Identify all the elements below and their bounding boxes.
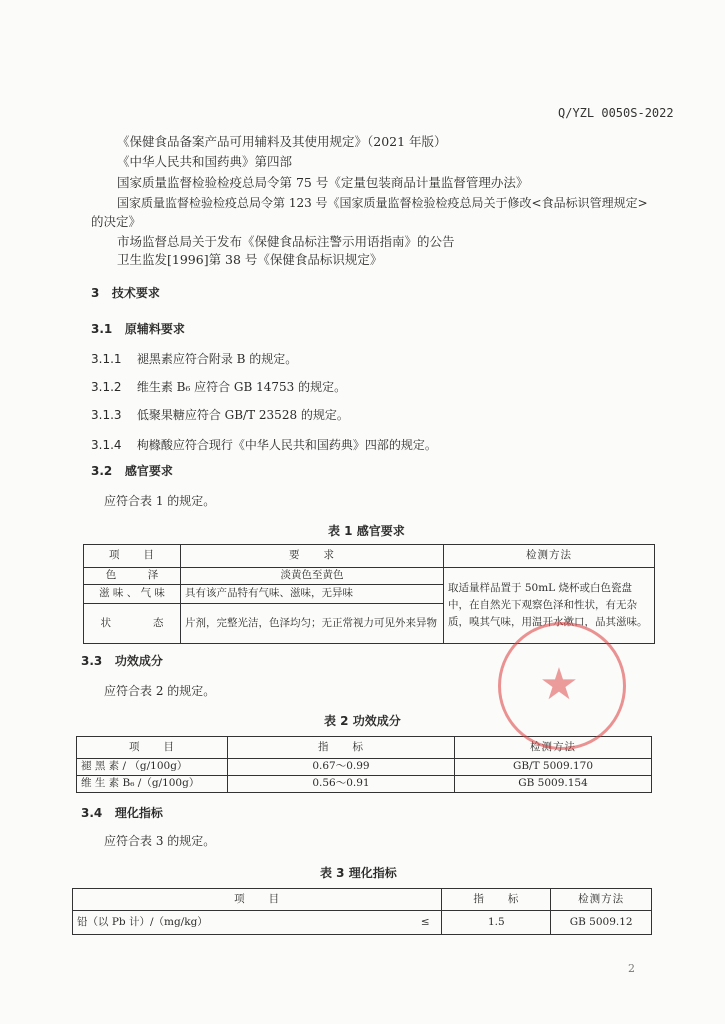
value-cell: 1.5 (442, 911, 551, 935)
header-cell: 项 目 (73, 889, 442, 911)
seal-star-icon: ★ (539, 659, 579, 710)
section-title: 原辅料要求 (124, 322, 185, 336)
method-cell: 取适量样品置于 50mL 烧杯或白色瓷盘中，在自然光下观察色泽和性状，有无杂质，嗅其气味，用温开水漱口，品其滋味。 (444, 568, 655, 644)
subsection-heading (81, 652, 163, 669)
requirement-cell: 淡黄色至黄色 (181, 568, 444, 585)
table-caption: 表 2 功效成分 (324, 714, 401, 728)
clause-text: 枸橼酸应符合现行《中华人民共和国药典》四部的规定。 (136, 438, 437, 452)
reference-item: 《保健食品备案产品可用辅料及其使用规定》（2021 年版） (117, 134, 447, 149)
requirement-cell: 具有该产品特有气味、滋味，无异味 (181, 585, 444, 604)
header-cell: 检测方法 (455, 737, 652, 759)
clause (91, 350, 297, 367)
header-cell: 指 标 (228, 737, 455, 759)
subsection-heading (81, 804, 163, 821)
clause-number: 3.1.3 (91, 408, 122, 422)
section-title: 技术要求 (111, 286, 160, 300)
table-header-row (84, 545, 655, 568)
header-cell: 检测方法 (551, 889, 652, 911)
section-heading (91, 284, 160, 301)
section-number: 3.4 (81, 806, 103, 820)
header-cell: 指 标 (442, 889, 551, 911)
method-cell: GB 5009.12 (551, 911, 652, 935)
reference-item: 的决定》 (91, 214, 142, 229)
body-text: 应符合表 1 的规定。 (104, 494, 216, 508)
subsection-heading (91, 462, 173, 479)
operator-cell: ≤ (409, 911, 442, 935)
value-cell: 0.67～0.99 (228, 759, 455, 776)
table-row (77, 759, 652, 776)
table-header-row (73, 889, 652, 911)
clause-number: 3.1.1 (91, 352, 122, 366)
table-caption: 表 1 感官要求 (328, 524, 405, 538)
section-number: 3 (91, 286, 100, 300)
section-title: 感官要求 (124, 464, 173, 478)
section-number: 3.3 (81, 654, 103, 668)
method-cell: GB/T 5009.170 (455, 759, 652, 776)
clause-text: 褪黑素应符合附录 B 的规定。 (136, 352, 298, 366)
table-caption: 表 3 理化指标 (320, 866, 397, 880)
physicochemical-table (72, 888, 652, 935)
section-number: 3.2 (91, 464, 113, 478)
clause (91, 406, 349, 423)
item-cell: 褪 黑 素 / （g/100g） (77, 759, 228, 776)
clause-text: 维生素 B₆ 应符合 GB 14753 的规定。 (136, 380, 347, 394)
table-row (84, 568, 655, 585)
header-cell: 检测方法 (444, 545, 655, 568)
table-row (77, 776, 652, 793)
body-text: 应符合表 3 的规定。 (104, 834, 216, 848)
value-cell: 0.56～0.91 (228, 776, 455, 793)
reference-item: 卫生监发[1996]第 38 号《保健食品标识规定》 (117, 252, 383, 267)
section-title: 理化指标 (114, 806, 163, 820)
method-cell: GB 5009.154 (455, 776, 652, 793)
reference-item: 国家质量监督检验检疫总局令第 75 号《定量包装商品计量监督管理办法》 (117, 175, 529, 190)
reference-item: 国家质量监督检验检疫总局令第 123 号《国家质量监督检验检疫总局关于修改<食品标识管理规定> (117, 196, 648, 210)
subsection-heading (91, 320, 185, 337)
section-number: 3.1 (91, 322, 113, 336)
clause (91, 436, 437, 453)
clause (91, 378, 346, 395)
header-cell: 项 目 (77, 737, 228, 759)
header-cell: 要 求 (181, 545, 444, 568)
item-cell: 状 态 (84, 604, 181, 644)
page-number: 2 (628, 962, 635, 975)
item-cell: 色 泽 (84, 568, 181, 585)
clause-text: 低聚果糖应符合 GB/T 23528 的规定。 (136, 408, 349, 422)
table-row (73, 911, 652, 935)
section-title: 功效成分 (114, 654, 163, 668)
reference-item: 市场监督总局关于发布《保健食品标注警示用语指南》的公告 (117, 234, 455, 249)
body-text: 应符合表 2 的规定。 (104, 684, 216, 698)
clause-number: 3.1.2 (91, 380, 122, 394)
item-cell: 滋 味 、 气 味 (84, 585, 181, 604)
reference-item: 《中华人民共和国药典》第四部 (117, 154, 293, 169)
requirement-cell: 片剂，完整光洁，色泽均匀；无正常视力可见外来异物 (181, 604, 444, 644)
item-cell: 铅（以 Pb 计）/（mg/kg） (73, 911, 410, 935)
header-cell: 项 目 (84, 545, 181, 568)
item-cell: 维 生 素 B₆ /（g/100g） (77, 776, 228, 793)
standard-code: Q/YZL 0050S-2022 (558, 106, 674, 120)
clause-number: 3.1.4 (91, 438, 122, 452)
